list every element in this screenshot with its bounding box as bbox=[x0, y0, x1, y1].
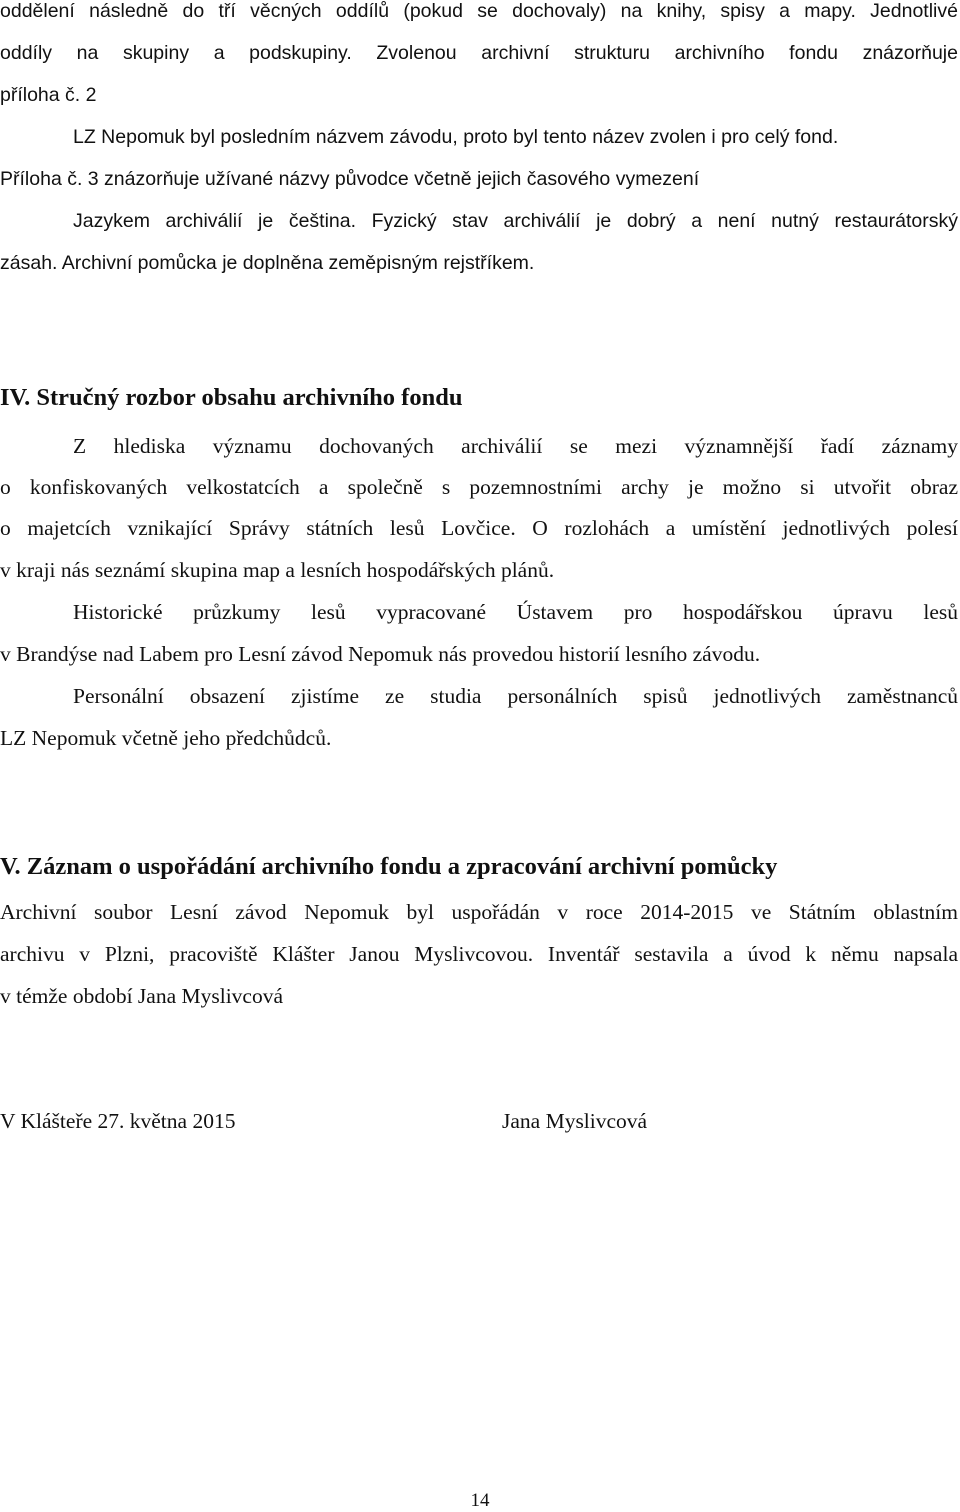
text-line: Archivní soubor Lesní závod Nepomuk byl uspořádán v roce 2014-2015 ve Státním oblastním bbox=[0, 900, 958, 924]
text-line: zásah. Archivní pomůcka je doplněna zeměpisným rejstříkem. bbox=[0, 252, 535, 274]
signature-name: Jana Myslivcová bbox=[502, 1109, 648, 1133]
text-line: Příloha č. 3 znázorňuje užívané názvy původce včetně jejich časového vymezení bbox=[0, 168, 700, 190]
text-line: LZ Nepomuk včetně jeho předchůdců. bbox=[0, 726, 332, 750]
text-line: LZ Nepomuk byl posledním názvem závodu, proto byl tento název zvolen i pro celý fond. bbox=[73, 126, 839, 148]
signature-place-date: V Klášteře 27. května 2015 bbox=[0, 1109, 236, 1133]
section-heading-v: V. Záznam o uspořádání archivního fondu a zpracování archivní pomůcky bbox=[0, 853, 778, 880]
text-line: v kraji nás seznámí skupina map a lesních hospodářských plánů. bbox=[0, 558, 555, 582]
text-line: o konfiskovaných velkostatcích a společně s pozemnostními archy je možno si utvořit obraz bbox=[0, 475, 958, 499]
text-line: oddíly na skupiny a podskupiny. Zvolenou archivní strukturu archivního fondu znázorňuje bbox=[0, 42, 958, 64]
text-line: v Brandýse nad Labem pro Lesní závod Nepomuk nás provedou historií lesního závodu. bbox=[0, 642, 761, 666]
text-line: oddělení následně do tří věcných oddílů (pokud se dochovaly) na knihy, spisy a mapy. Jednotlivé bbox=[0, 0, 958, 22]
text-line: Personální obsazení zjistíme ze studia personálních spisů jednotlivých zaměstnanců bbox=[73, 684, 958, 708]
text-line: Jazykem archiválií je čeština. Fyzický stav archiválií je dobrý a není nutný restaurátorský bbox=[73, 210, 958, 232]
text-line: příloha č. 2 bbox=[0, 84, 97, 106]
page-number: 14 bbox=[470, 1490, 490, 1511]
text-line: v témže období Jana Myslivcová bbox=[0, 984, 284, 1008]
text-line: archivu v Plzni, pracoviště Klášter Janou Myslivcovou. Inventář sestavila a úvod k němu napsala bbox=[0, 942, 958, 966]
section-heading-iv: IV. Stručný rozbor obsahu archivního fondu bbox=[0, 384, 463, 411]
text-line: Historické průzkumy lesů vypracované Ústavem pro hospodářskou úpravu lesů bbox=[73, 600, 958, 624]
text-line: Z hlediska významu dochovaných archiválií se mezi významnější řadí záznamy bbox=[73, 434, 958, 458]
text-line: o majetcích vznikající Správy státních lesů Lovčice. O rozlohách a umístění jednotlivých polesí bbox=[0, 516, 958, 540]
